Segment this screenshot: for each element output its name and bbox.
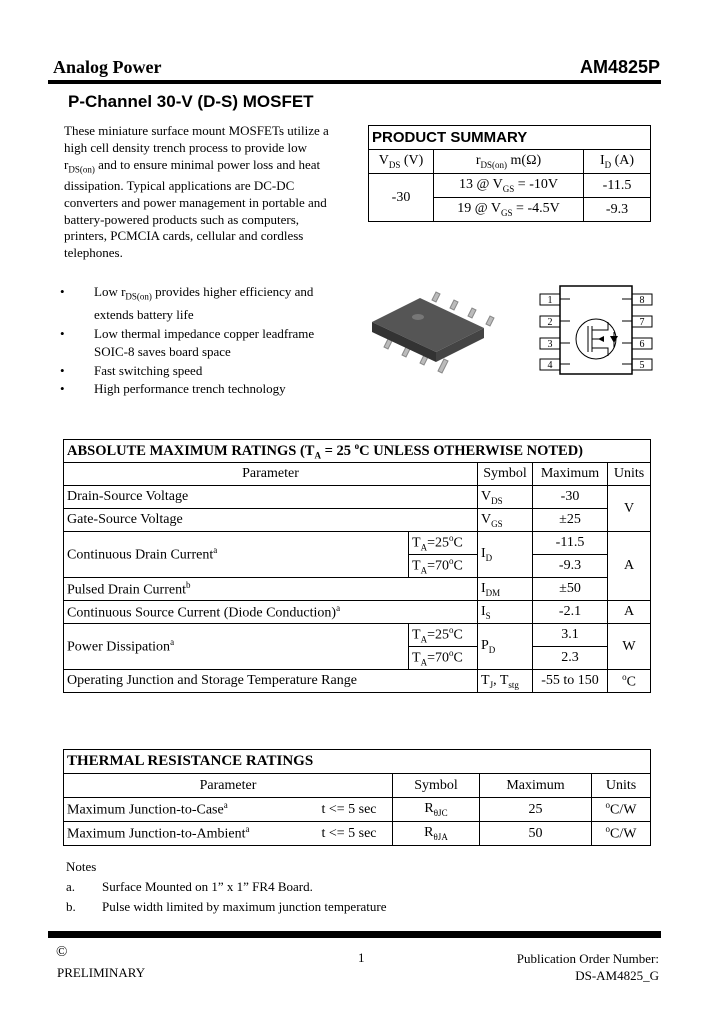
footer-rule bbox=[48, 931, 661, 938]
pin-label: 3 bbox=[547, 339, 553, 350]
thermal-param: Maximum Junction-to-Ambient$^a$ bbox=[64, 822, 307, 846]
pin-label: 8 bbox=[639, 295, 645, 306]
abs-symbol: $I_D$ bbox=[478, 532, 533, 578]
notes bbox=[66, 857, 387, 917]
part-number: AM4825P bbox=[579, 57, 660, 77]
thermal-header-maximum: Maximum bbox=[480, 774, 592, 798]
abs-header-units: Units bbox=[608, 463, 651, 486]
summary-id-1: -11.5 bbox=[584, 174, 651, 198]
summary-title: PRODUCT SUMMARY bbox=[369, 126, 651, 150]
abs-param: Continuous Source Current (Diode Conduction)$^a$ bbox=[64, 601, 478, 624]
abs-condition: $T_A=70^oC$ bbox=[409, 555, 478, 578]
abs-max: 2.3 bbox=[533, 647, 608, 670]
abs-max: 3.1 bbox=[533, 624, 608, 647]
preliminary-label: PRELIMINARY bbox=[57, 965, 146, 980]
publication-number: Publication Order Number: DS-AM4825_G bbox=[516, 951, 659, 983]
thermal-symbol: $R_{\theta JA}$ bbox=[393, 822, 480, 846]
abs-condition: $T_A=25^oC$ bbox=[409, 624, 478, 647]
abs-header-parameter: Parameter bbox=[64, 463, 478, 486]
summary-id-2: -9.3 bbox=[584, 198, 651, 222]
thermal-param: Maximum Junction-to-Case$^a$ bbox=[64, 798, 307, 822]
abs-max: -30 bbox=[533, 486, 608, 509]
thermal-header-units: Units bbox=[592, 774, 651, 798]
summary-vds: -30 bbox=[369, 174, 434, 222]
feature-item: • High performance trench technology bbox=[60, 380, 314, 399]
summary-rds-2: 19 @ $V_{GS} = -4.5V$ bbox=[434, 198, 584, 222]
intro-line: converters and power management in portable and bbox=[64, 194, 327, 210]
abs-param: Operating Junction and Storage Temperature Range bbox=[64, 670, 478, 693]
abs-max: -55 to 150 bbox=[533, 670, 608, 693]
pin-label: 6 bbox=[639, 339, 645, 350]
feature-item: • Low $r_{DS(on)}$ provides higher efficiency and extends battery life bbox=[60, 283, 314, 325]
abs-unit: $^o$C bbox=[608, 670, 651, 693]
abs-max: ±25 bbox=[533, 509, 608, 532]
feature-item: • Low thermal impedance copper leadframe SOIC-8 saves board space bbox=[60, 325, 314, 362]
intro-line: battery-powered products such as computers, bbox=[64, 211, 300, 227]
abs-param: Power Dissipation$^a$ bbox=[64, 624, 409, 670]
summary-header-rds: $r_{DS(on)}$ m(Ω) bbox=[434, 150, 584, 174]
thermal-max: 50 bbox=[480, 822, 592, 846]
thermal-condition: t <= 5 sec bbox=[306, 798, 393, 822]
abs-symbol: $V_{DS}$ bbox=[478, 486, 533, 509]
abs-param: Pulsed Drain Current$^b$ bbox=[64, 578, 478, 601]
page-number: 1 bbox=[358, 950, 365, 965]
pinout-diagram bbox=[538, 282, 658, 382]
pin-label: 1 bbox=[547, 295, 553, 306]
summary-rds-1: 13 @ $V_{GS} = -10V$ bbox=[434, 174, 584, 198]
abs-symbol: $I_S$ bbox=[478, 601, 533, 624]
abs-max: ±50 bbox=[533, 578, 608, 601]
pin-label: 2 bbox=[547, 317, 553, 328]
abs-condition: $T_A=70^oC$ bbox=[409, 647, 478, 670]
intro-line: printers, PCMCIA cards, cellular and cordless bbox=[64, 228, 304, 244]
notes-title: Notes bbox=[66, 859, 97, 874]
thermal-max: 25 bbox=[480, 798, 592, 822]
product-summary-table bbox=[368, 125, 651, 222]
note-b: b. Pulse width limited by maximum junction temperature bbox=[66, 899, 387, 914]
pin-label: 5 bbox=[639, 360, 645, 371]
thermal-resistance-table bbox=[63, 749, 651, 846]
thermal-header-parameter: Parameter bbox=[64, 774, 393, 798]
abs-unit: W bbox=[608, 624, 651, 670]
summary-header-vds: $V_{DS}$ (V) bbox=[369, 150, 434, 174]
thermal-condition: t <= 5 sec bbox=[306, 822, 393, 846]
abs-symbol: $I_{DM}$ bbox=[478, 578, 533, 601]
intro-line: dissipation. Typical applications are DC-DC bbox=[64, 177, 295, 193]
note-a: a. Surface Mounted on 1” x 1” FR4 Board. bbox=[66, 879, 313, 894]
abs-param: Drain-Source Voltage bbox=[64, 486, 478, 509]
abs-symbol: $V_{GS}$ bbox=[478, 509, 533, 532]
intro-paragraph bbox=[64, 123, 354, 262]
thermal-symbol: $R_{\theta JC}$ bbox=[393, 798, 480, 822]
soic8-package-image bbox=[360, 280, 500, 390]
intro-line: These miniature surface mount MOSFETs utilize a bbox=[64, 123, 329, 138]
abs-unit: V bbox=[608, 486, 651, 532]
abs-header-maximum: Maximum bbox=[533, 463, 608, 486]
thermal-unit: $^o$C/W bbox=[592, 822, 651, 846]
intro-line: high cell density trench process to provide low bbox=[64, 139, 307, 155]
pin-label: 7 bbox=[639, 317, 645, 328]
feature-item: • Fast switching speed bbox=[60, 362, 314, 381]
thermal-unit: $^o$C/W bbox=[592, 798, 651, 822]
feature-list bbox=[60, 283, 314, 399]
abs-param: Continuous Drain Current$^a$ bbox=[64, 532, 409, 578]
abs-symbol: $T_J$, $T_{stg}$ bbox=[478, 670, 533, 693]
abs-symbol: $P_D$ bbox=[478, 624, 533, 670]
copyright-symbol: © bbox=[56, 944, 68, 960]
intro-line: $r_{DS(on)}$ and to ensure minimal power loss and heat bbox=[64, 156, 321, 175]
summary-header-id: $I_D$ (A) bbox=[584, 150, 651, 174]
abs-max: -11.5 bbox=[533, 532, 608, 555]
header-rule bbox=[48, 80, 661, 84]
pin-label: 4 bbox=[547, 360, 553, 371]
abs-unit: A bbox=[608, 601, 651, 624]
abs-header-symbol: Symbol bbox=[478, 463, 533, 486]
abs-title: ABSOLUTE MAXIMUM RATINGS ($T_A = 25$ $^o$C UNLESS OTHERWISE NOTED) bbox=[64, 440, 651, 463]
thermal-header-symbol: Symbol bbox=[393, 774, 480, 798]
abs-unit: A bbox=[608, 532, 651, 601]
company-name: Analog Power bbox=[53, 57, 162, 77]
thermal-title: THERMAL RESISTANCE RATINGS bbox=[64, 750, 651, 774]
absolute-max-ratings-table bbox=[63, 439, 651, 693]
abs-max: -2.1 bbox=[533, 601, 608, 624]
abs-max: -9.3 bbox=[533, 555, 608, 578]
intro-line: telephones. bbox=[64, 245, 123, 261]
abs-condition: $T_A=25^oC$ bbox=[409, 532, 478, 555]
page-title: P-Channel 30-V (D-S) MOSFET bbox=[68, 92, 314, 111]
abs-param: Gate-Source Voltage bbox=[64, 509, 478, 532]
